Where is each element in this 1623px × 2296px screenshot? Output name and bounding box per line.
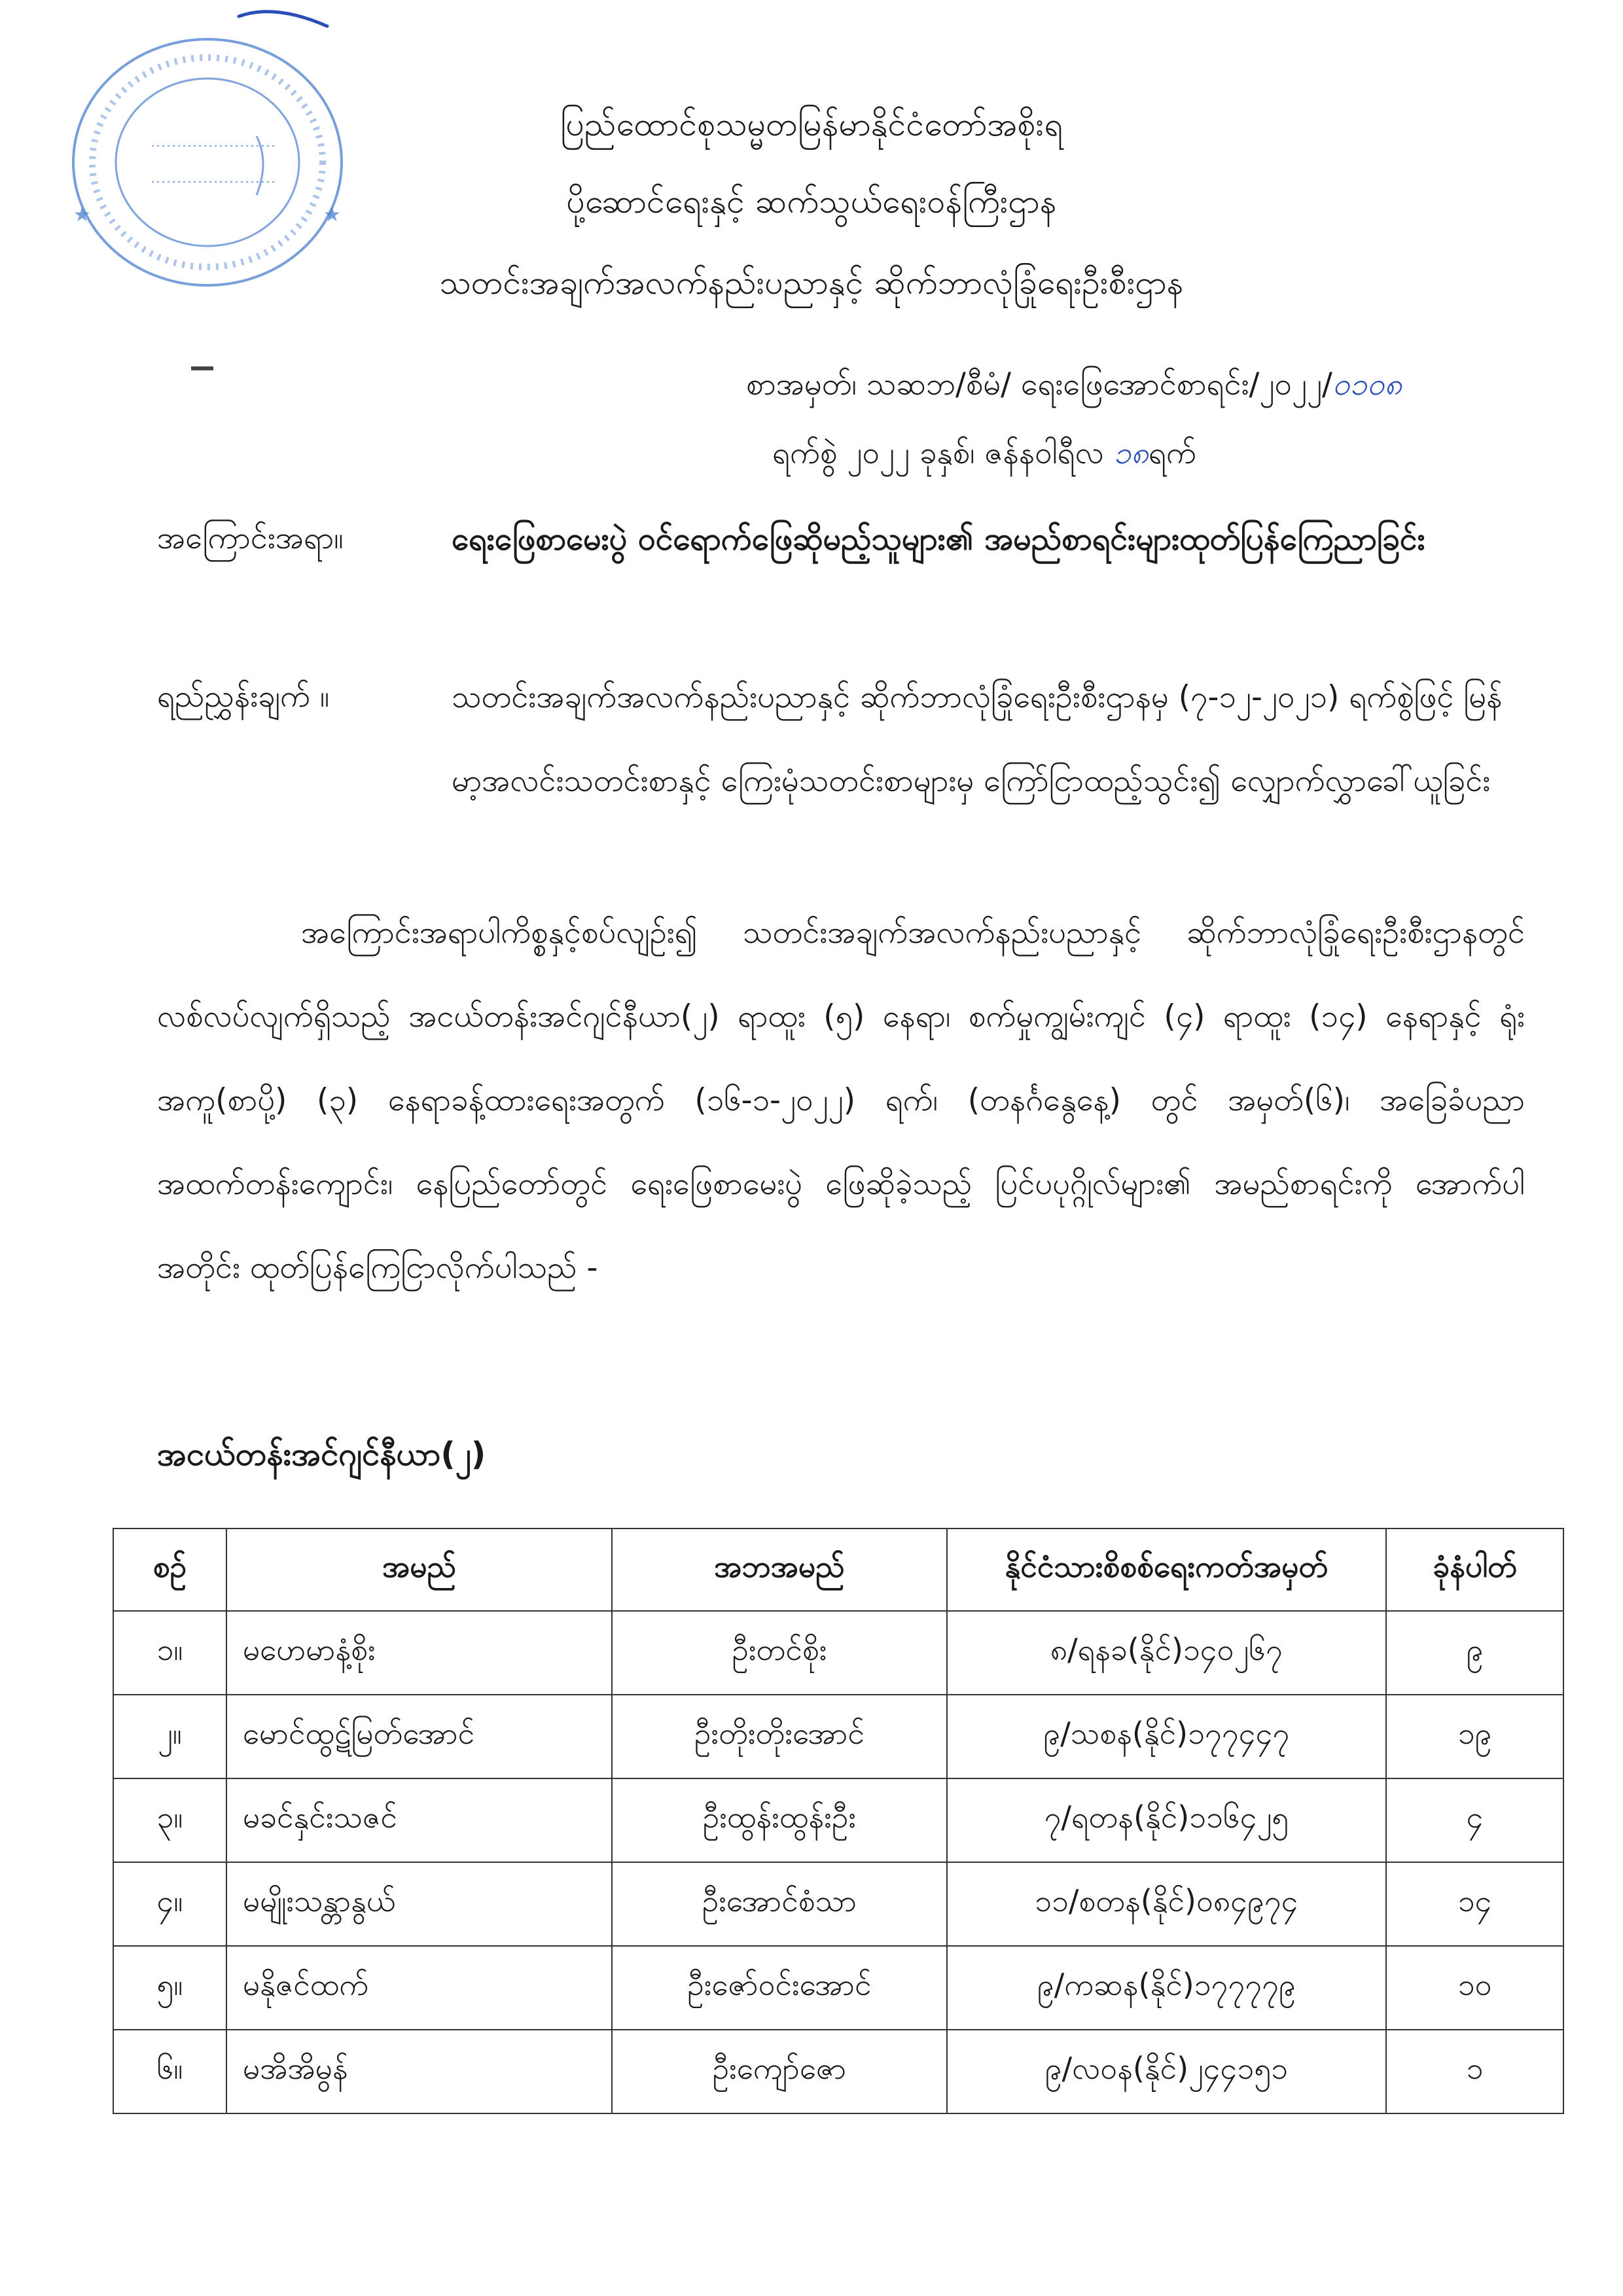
cell-no: ၂။ xyxy=(113,1695,226,1778)
cell-name: မဟေမာနံ့စိုး xyxy=(226,1611,612,1695)
table-row xyxy=(113,1946,1563,2030)
letter-date-handwritten-day: ၁၈ xyxy=(1113,435,1149,471)
cell-name: မမျိုးသန္တာနွယ် xyxy=(226,1862,612,1946)
cell-nrc: ၉/လဝန(နိုင်)၂၄၄၁၅၁ xyxy=(947,2030,1387,2113)
cell-name: မနိုဇင်ထက် xyxy=(226,1946,612,2030)
cell-father-name: ဦးဇော်ဝင်းအောင် xyxy=(612,1946,946,2030)
cell-seat-no: ၉ xyxy=(1386,1611,1563,1695)
letter-date xyxy=(772,432,1196,475)
col-header-nrc: နိုင်ငံသားစိစစ်ရေးကတ်အမှတ် xyxy=(947,1528,1387,1611)
cell-seat-no: ၁၀ xyxy=(1386,1946,1563,2030)
punch-mark xyxy=(191,366,213,370)
candidate-table xyxy=(113,1528,1564,2114)
cell-no: ၆။ xyxy=(113,2030,226,2113)
cell-seat-no: ၄ xyxy=(1386,1778,1563,1862)
cell-name: မခင်နှင်းသဇင် xyxy=(226,1778,612,1862)
cell-no: ၃။ xyxy=(113,1778,226,1862)
header-department: သတင်းအချက်အလက်နည်းပညာနှင့် ဆိုက်ဘာလုံခြုံရေးဦးစီးဌာန xyxy=(439,264,1184,302)
official-seal-stamp xyxy=(60,25,355,300)
cell-seat-no: ၁၄ xyxy=(1386,1862,1563,1946)
table-row xyxy=(113,1778,1563,1862)
cell-no: ၅။ xyxy=(113,1946,226,2030)
letter-number xyxy=(746,363,1402,406)
pen-stroke-mark xyxy=(236,0,334,33)
cell-no: ၄။ xyxy=(113,1862,226,1946)
cell-no: ၁။ xyxy=(113,1611,226,1695)
cell-father-name: ဦးတိုးတိုးအောင် xyxy=(612,1695,946,1778)
svg-text:★: ★ xyxy=(73,203,91,226)
table-row xyxy=(113,1862,1563,1946)
col-header-seat-no: ခုံနံပါတ် xyxy=(1386,1528,1563,1611)
subject-label: အကြောင်းအရာ။ xyxy=(157,520,344,556)
cell-father-name: ဦးထွန်းထွန်းဦး xyxy=(612,1778,946,1862)
letter-number-handwritten: ၀၁၀၈ xyxy=(1332,366,1402,402)
svg-text:★: ★ xyxy=(323,203,341,226)
cell-nrc: ၈/ရနခ(နိုင်)၁၄၀၂၆၇ xyxy=(947,1611,1387,1695)
body-paragraph: အကြောင်းအရာပါကိစ္စနှင့်စပ်လျဉ်း၍ သတင်းအချက်အလက်နည်းပညာနှင့် ဆိုက်ဘာလုံခြုံရေးဦးစီးဌာနတွင် လစ်လပ်လျက်ရှိသည့် အငယ်တန်းအင်ဂျင်နီယာ(၂) ရာထူး (၅) နေရာ၊ စက်မှုကျွမ်းကျင် (၄) ရာထူး (၁၄) နေရာနှင့် ရုံးအကူ(စာပို့) (၃) နေရာခန့်ထားရေးအတွက် (၁၆-၁-၂၀၂၂) ရက်၊ (တနင်္ဂနွေနေ့) တွင် အမှတ်(၆)၊ အခြေခံပညာအထက်တန်းကျောင်း၊ နေပြည်တော်တွင် ရေးဖြေစာမေးပွဲ ဖြေဆိုခဲ့သည့် ပြင်ပပုဂ္ဂိုလ်များ၏ အမည်စာရင်းကို အောက်ပါအတိုင်း ထုတ်ပြန်ကြေငြာလိုက်ပါသည် - xyxy=(157,915,1525,1286)
cell-name: မောင်ထွဋ်မြတ်အောင် xyxy=(226,1695,612,1778)
subject-text: ရေးဖြေစာမေးပွဲ ဝင်ရောက်ဖြေဆိုမည့်သူများ၏ အမည်စာရင်းများထုတ်ပြန်ကြေညာခြင်း xyxy=(452,521,1425,557)
header-ministry-gov: ပြည်ထောင်စုသမ္မတမြန်မာနိုင်ငံတော်အစိုးရ xyxy=(560,105,1063,143)
cell-nrc: ၁၁/စတန(နိုင်)၀၈၄၉၇၄ xyxy=(947,1862,1387,1946)
header-ministry: ပို့ဆောင်ရေးနှင့် ဆက်သွယ်ရေးဝန်ကြီးဌာန xyxy=(566,183,1057,221)
table-row xyxy=(113,1611,1563,1695)
col-header-father-name: အဘအမည် xyxy=(612,1528,946,1611)
cell-father-name: ဦးတင်စိုး xyxy=(612,1611,946,1695)
cell-father-name: ဦးအောင်စံသာ xyxy=(612,1862,946,1946)
cell-nrc: ၉/သစန(နိုင်)၁၇၇၄၄၇ xyxy=(947,1695,1387,1778)
table-header-row xyxy=(113,1528,1563,1611)
reference-label: ရည်ညွှန်းချက် ။ xyxy=(157,679,330,715)
letter-number-prefix: စာအမှတ်၊ သဆဘ/စီမံ/ ရေးဖြေအောင်စာရင်း/၂၀၂၂/ xyxy=(746,366,1332,402)
col-header-name: အမည် xyxy=(226,1528,612,1611)
table-row xyxy=(113,2030,1563,2113)
col-header-no: စဉ် xyxy=(113,1528,226,1611)
reference-text: သတင်းအချက်အလက်နည်းပညာနှင့် ဆိုက်ဘာလုံခြုံရေးဦးစီးဌာနမှ (၇-၁၂-၂၀၂၁) ရက်စွဲဖြင့် မြန်မာ့အလင်းသတင်းစာနှင့် ကြေးမုံသတင်းစာများမှ ကြော်ငြာထည့်သွင်း၍ လျှောက်လွှာခေါ်ယူခြင်း xyxy=(452,679,1503,799)
cell-name: မအိအိမွန် xyxy=(226,2030,612,2113)
cell-seat-no: ၁ xyxy=(1386,2030,1563,2113)
cell-nrc: ၉/ကဆန(နိုင်)၁၇၇၇၇၉ xyxy=(947,1946,1387,2030)
letter-date-prefix: ရက်စွဲ ၂၀၂၂ ခုနှစ်၊ ဇန်နဝါရီလ xyxy=(772,435,1104,471)
table-row xyxy=(113,1695,1563,1778)
cell-father-name: ဦးကျော်ဇော xyxy=(612,2030,946,2113)
cell-seat-no: ၁၉ xyxy=(1386,1695,1563,1778)
section-title: အငယ်တန်းအင်ဂျင်နီယာ(၂) xyxy=(157,1436,486,1473)
cell-nrc: ၇/ရတန(နိုင်)၁၁၆၄၂၅ xyxy=(947,1778,1387,1862)
letter-date-suffix: ရက် xyxy=(1148,435,1196,471)
